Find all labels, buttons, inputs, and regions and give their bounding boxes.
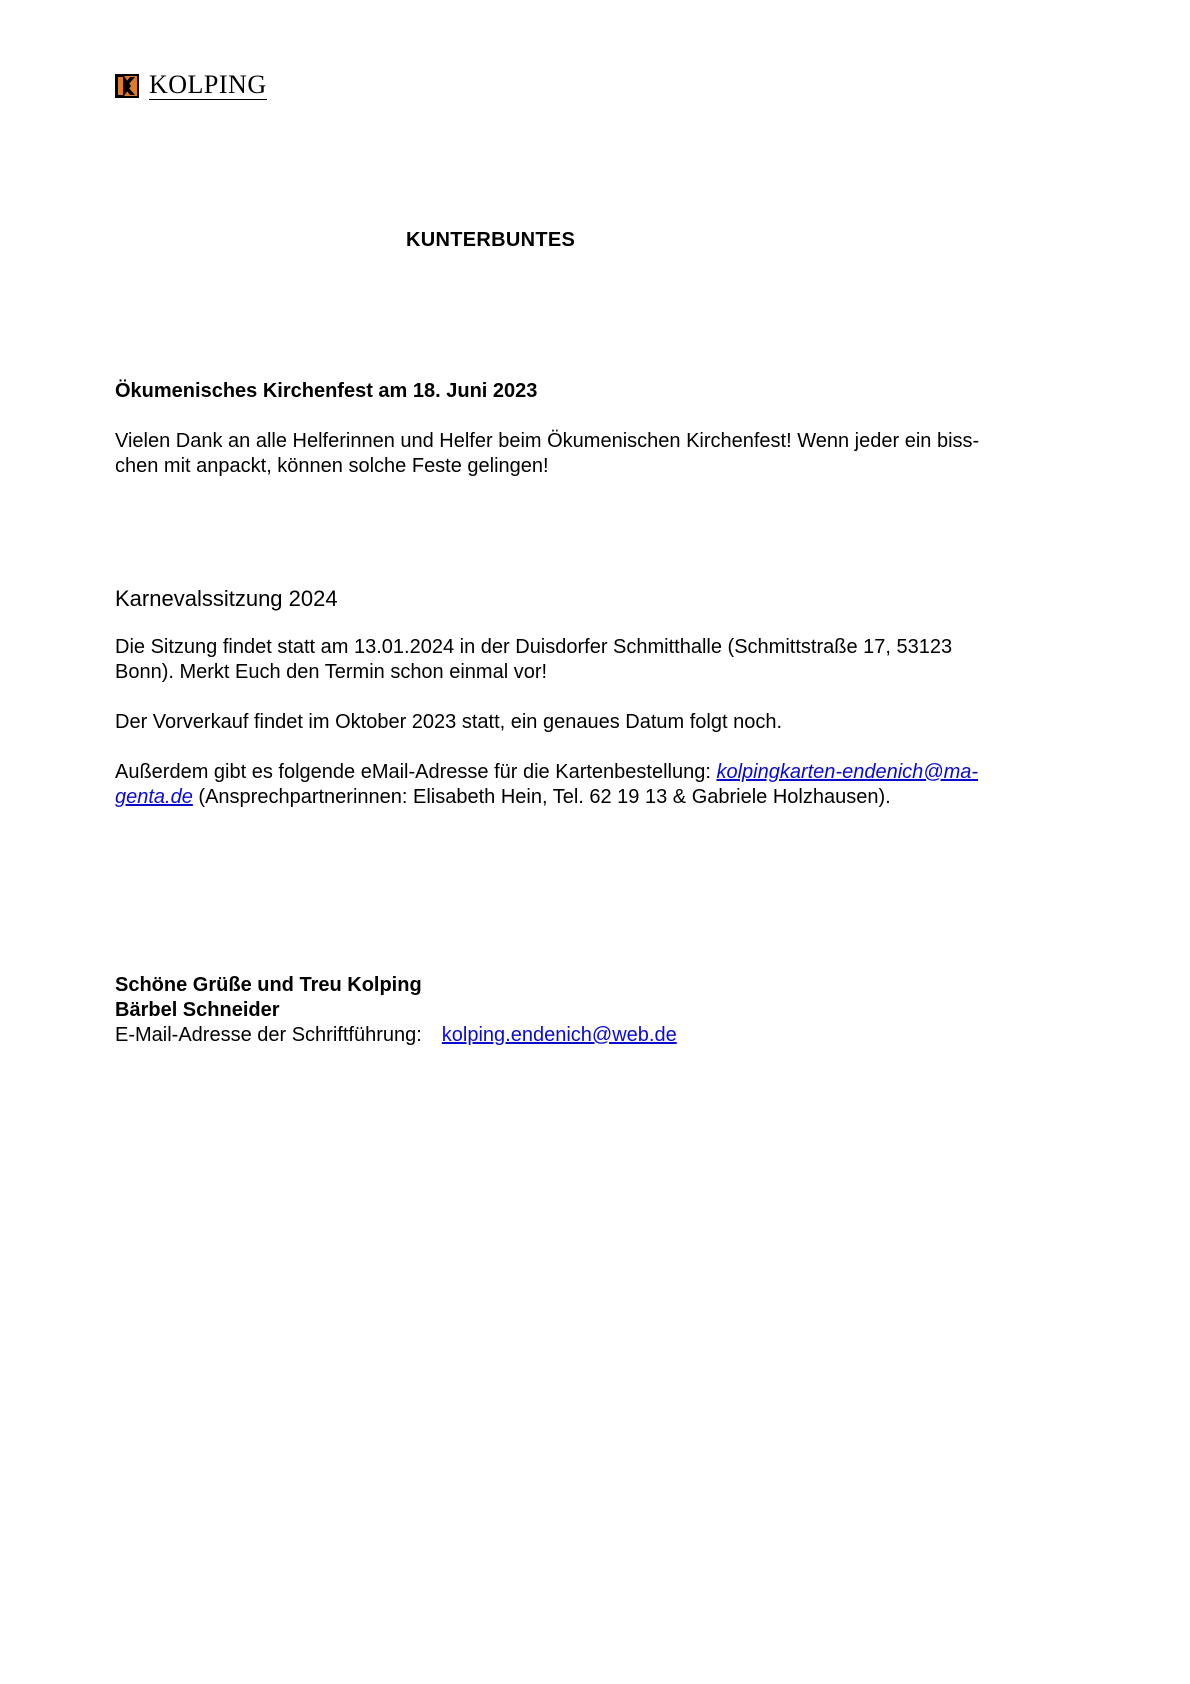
ticket-email-link-part-1[interactable]: kolpingkarten-endenich@ma-	[716, 761, 979, 783]
kolping-k-icon	[115, 74, 139, 98]
kirchenfest-line-1: Vielen Dank an alle Helferinnen und Helfer beim Ökumenischen Kirchenfest! Wenn jeder ein biss-	[115, 430, 980, 452]
karneval-heading: Karnevalssitzung 2024	[115, 586, 338, 611]
email-label: E-Mail-Adresse der Schriftführung:	[115, 1024, 422, 1046]
page-title: KUNTERBUNTES	[406, 229, 576, 251]
email-line	[115, 1023, 1075, 1048]
logo-wordmark: KOLPING	[149, 70, 267, 99]
karneval-p2: Der Vorverkauf findet im Oktober 2023 statt, ein genaues Datum folgt noch.	[115, 711, 783, 733]
kirchenfest-line-2: chen mit anpackt, können solche Feste gelingen!	[115, 455, 549, 477]
section-karneval	[115, 586, 1075, 810]
karneval-p1-line-1: Die Sitzung findet statt am 13.01.2024 in der Duisdorfer Schmitthalle (Schmittstraße 17, 53123	[115, 636, 953, 658]
karneval-p3-line-2	[115, 785, 1075, 810]
karneval-p3-prefix: Außerdem gibt es folgende eMail-Adresse für die Kartenbestellung:	[115, 761, 717, 783]
karneval-p3-line-1	[115, 760, 1075, 785]
kirchenfest-heading: Ökumenisches Kirchenfest am 18. Juni 2023	[115, 380, 538, 402]
closing-block	[115, 973, 1075, 1048]
signature-name: Bärbel Schneider	[115, 999, 280, 1021]
karneval-p3-suffix: (Ansprechpartnerinnen: Elisabeth Hein, Tel. 62 19 13 & Gabriele Holzhausen).	[192, 786, 891, 808]
closing-greeting: Schöne Grüße und Treu Kolping	[115, 974, 422, 996]
ticket-email-link-part-2[interactable]: genta.de	[115, 786, 193, 808]
kolping-logo	[115, 72, 267, 100]
karneval-p1-line-2: Bonn). Merkt Euch den Termin schon einmal vor!	[115, 661, 548, 683]
secretary-email-link[interactable]: kolping.endenich@web.de	[441, 1024, 677, 1046]
section-kirchenfest	[115, 379, 1075, 479]
